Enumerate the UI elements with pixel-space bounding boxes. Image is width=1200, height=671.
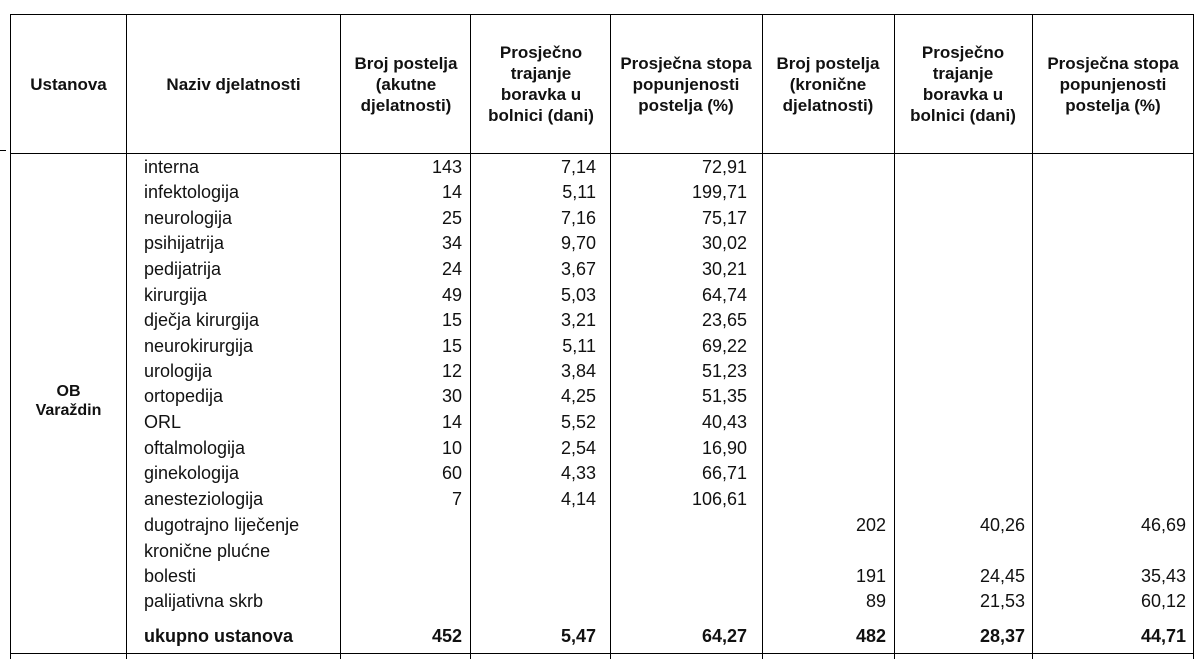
row-name: ortopedija xyxy=(144,386,224,406)
row-name: anesteziologija xyxy=(144,489,264,509)
institution-cell xyxy=(11,382,126,420)
row-beds: 15 xyxy=(441,310,462,330)
col-border xyxy=(340,14,341,659)
header-naziv-djelatnosti: Naziv djelatnosti xyxy=(166,74,301,94)
header-stopa-popunjenosti-akutne: Prosječna stopa popunjenosti postelja (%) xyxy=(620,53,752,115)
row-beds: 15 xyxy=(441,336,462,356)
row-rate: 199,71 xyxy=(691,182,747,202)
row-name: ginekologija xyxy=(144,463,240,483)
col-border xyxy=(470,14,471,659)
row-rate: 51,35 xyxy=(701,386,747,406)
row-beds: 143 xyxy=(431,157,462,177)
total-chronic-rate: 44,71 xyxy=(1140,626,1186,646)
row-stay: 5,03 xyxy=(560,285,596,305)
row-name: oftalmologija xyxy=(144,438,246,458)
row-name: psihijatrija xyxy=(144,233,225,253)
total-acute-rate: 64,27 xyxy=(701,626,747,646)
row-rate: 72,91 xyxy=(701,157,747,177)
row-name: neurologija xyxy=(144,208,233,228)
row-stay: 3,84 xyxy=(560,361,596,381)
row-beds: 14 xyxy=(441,412,462,432)
row-beds: 49 xyxy=(441,285,462,305)
header-broj-postelja-kronicne: Broj postelja (kronične djelatnosti) xyxy=(776,53,880,115)
margin-tick xyxy=(0,150,6,151)
row-rate: 46,69 xyxy=(1140,515,1186,535)
row-name: palijativna skrb xyxy=(144,591,264,611)
row-beds: 7 xyxy=(451,489,462,509)
row-rate: 51,23 xyxy=(701,361,747,381)
row-beds: 14 xyxy=(441,182,462,202)
row-stay: 5,11 xyxy=(562,182,596,202)
row-name: dugotrajno liječenje xyxy=(144,515,300,535)
row-stay: 7,16 xyxy=(560,208,596,228)
row-beds: 89 xyxy=(865,591,886,611)
row-name-continued: bolesti xyxy=(144,566,197,586)
row-rate: 66,71 xyxy=(701,463,747,483)
institution-type: OB xyxy=(56,383,81,400)
total-chronic-stay: 28,37 xyxy=(979,626,1025,646)
row-rate: 16,90 xyxy=(701,438,747,458)
row-rate: 35,43 xyxy=(1140,566,1186,586)
col-border xyxy=(1032,14,1033,659)
row-stay: 40,26 xyxy=(979,515,1025,535)
row-rate: 40,43 xyxy=(701,412,747,432)
row-stay: 3,67 xyxy=(560,259,596,279)
header-broj-postelja-akutne: Broj postelja (akutne djelatnosti) xyxy=(354,53,458,115)
row-name: kirurgija xyxy=(144,285,208,305)
row-stay: 5,52 xyxy=(560,412,596,432)
table-bottom-border xyxy=(10,653,1194,654)
row-beds: 24 xyxy=(441,259,462,279)
row-rate: 30,02 xyxy=(701,233,747,253)
row-name: dječja kirurgija xyxy=(144,310,260,330)
row-name: infektologija xyxy=(144,182,240,202)
row-rate: 75,17 xyxy=(701,208,747,228)
row-rate: 64,74 xyxy=(701,285,747,305)
row-name: ORL xyxy=(144,412,182,432)
header-trajanje-boravka-kronicne: Prosječno trajanje boravka u bolnici (dani) xyxy=(910,43,1016,125)
row-stay: 2,54 xyxy=(560,438,596,458)
header-stopa-popunjenosti-kronicne: Prosječna stopa popunjenosti postelja (%) xyxy=(1047,53,1179,115)
row-name: urologija xyxy=(144,361,213,381)
row-rate: 60,12 xyxy=(1140,591,1186,611)
row-beds: 202 xyxy=(855,515,886,535)
row-stay: 9,70 xyxy=(560,233,596,253)
row-name: pedijatrija xyxy=(144,259,222,279)
header-bottom-border xyxy=(10,153,1194,154)
row-stay: 4,25 xyxy=(560,386,596,406)
row-beds: 191 xyxy=(855,566,886,586)
total-acute-stay: 5,47 xyxy=(560,626,596,646)
header-ustanova: Ustanova xyxy=(30,74,107,94)
row-name: neurokirurgija xyxy=(144,336,254,356)
total-label: ukupno ustanova xyxy=(144,626,294,646)
col-border xyxy=(1193,14,1194,659)
row-rate: 30,21 xyxy=(701,259,747,279)
col-border xyxy=(610,14,611,659)
row-stay: 4,14 xyxy=(560,489,596,509)
row-rate: 23,65 xyxy=(701,310,747,330)
col-border xyxy=(762,14,763,659)
row-beds: 30 xyxy=(441,386,462,406)
institution-name: Varaždin xyxy=(35,402,102,419)
row-stay: 4,33 xyxy=(560,463,596,483)
row-beds: 34 xyxy=(441,233,462,253)
row-beds: 60 xyxy=(441,463,462,483)
row-stay: 21,53 xyxy=(979,591,1025,611)
row-stay: 3,21 xyxy=(560,310,596,330)
total-acute-beds: 452 xyxy=(431,626,462,646)
total-chronic-beds: 482 xyxy=(855,626,886,646)
row-stay: 5,11 xyxy=(562,336,596,356)
row-rate: 106,61 xyxy=(691,489,747,509)
row-name: kronične plućne xyxy=(144,541,271,561)
col-border xyxy=(894,14,895,659)
row-name: interna xyxy=(144,157,200,177)
row-rate: 69,22 xyxy=(701,336,747,356)
row-beds: 10 xyxy=(441,438,462,458)
row-stay: 7,14 xyxy=(560,157,596,177)
row-beds: 25 xyxy=(441,208,462,228)
row-stay: 24,45 xyxy=(979,566,1025,586)
row-beds: 12 xyxy=(441,361,462,381)
header-trajanje-boravka-akutne: Prosječno trajanje boravka u bolnici (dani) xyxy=(488,43,594,125)
